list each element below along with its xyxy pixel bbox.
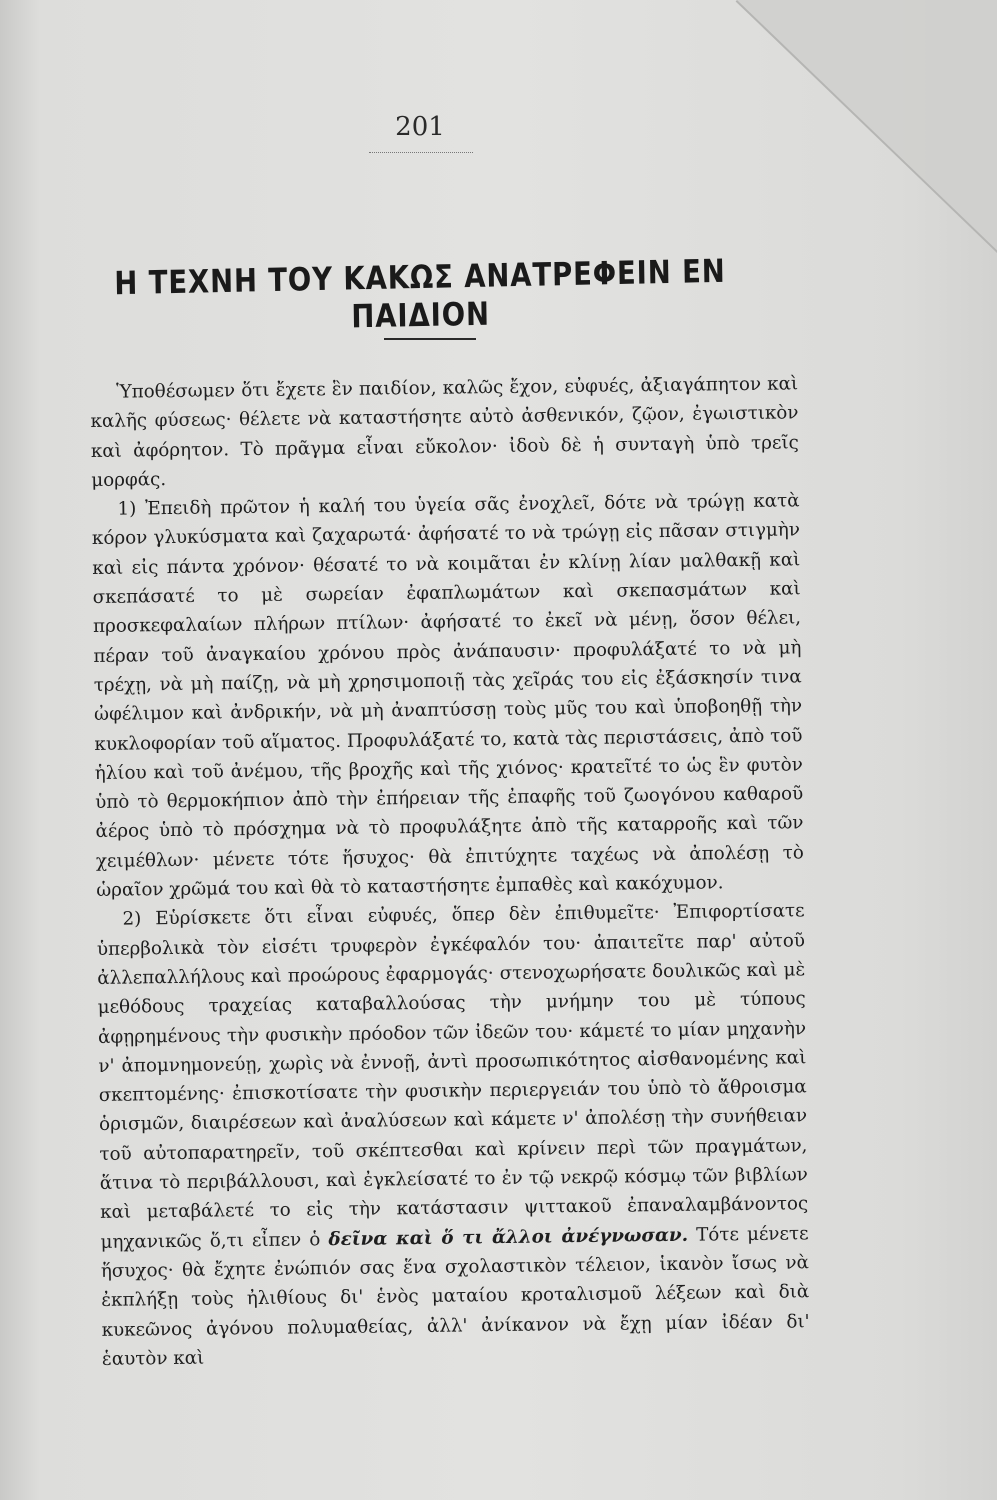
point-2-text-start: 2) Εὑρίσκετε ὅτι εἶναι εὐφυές, ὅπερ δὲν ἐπιθυμεῖτε· Ἐπιφορτίσατε ὑπερβολικὰ τὸν εἰσέτι τρυφερὸν ἐγκέφαλόν του· ἀπαιτεῖτε παρ' αὐτοῦ ἀλλεπαλλήλους καὶ προώρους ἐφαρμογάς· στενοχωρήσατε δουλικῶς καὶ μὲ μεθόδους τραχείας καταβαλλούσας τὴν μνήμην του μὲ τύπους ἀφῃρημένους τὴν φυσικὴν πρόοδον τῶν ἰδεῶν του· κάμετέ το μίαν μηχανὴν ν' ἀπομνημονεύῃ, χωρὶς νὰ ἐννοῇ, ἀντὶ προσωπικότητος αἰσθανομένης καὶ σκεπτομένης· ἐπισκοτίσατε τὴν φυσικὴν περιεργειάν του ὑπὸ τὸ ἄθροισμα ὁρισμῶν, διαιρέσεων καὶ ἀναλύσεων καὶ κάμετε ν' ἀπολέσῃ τὴν συνήθειαν τοῦ αὐτοπαρατηρεῖν, τοῦ σκέπτεσθαι καὶ κρίνειν περὶ τῶν πραγμάτων, ἅτινα τὸ περιβάλλουσι, καὶ ἐγκλείσατέ το ἐν τῷ νεκρῷ κόσμῳ τῶν βιβλίων καὶ μεταβάλετέ το εἰς τὴν κατάστασιν ψιττακοῦ ἐπαναλαμβάνοντος μηχανικῶς ὅ,τι εἶπεν ὁ [96, 900, 809, 1253]
point-2-text-end: Τότε μένετε ἥσυχος· θὰ ἔχητε ἐνώπιόν σας ἕνα σχολαστικὸν τέλειον, ἱκανὸν ἴσως νὰ ἐκπλήξῃ τοὺς ἠλιθίους δι' ἑνὸς ματαίου κροταλισμοῦ λέξεων καὶ διὰ κυκεῶνος ἀγόνου πολυμαθείας, ἀλλ' ἀνίκανον νὰ ἔχῃ μίαν ἰδέαν δι' ἑαυτὸν καὶ [100, 1222, 810, 1370]
intro-paragraph: Ὑποθέσωμεν ὅτι ἔχετε ἓν παιδίον, καλῶς ἔχον, εὐφυές, ἀξιαγάπητον καὶ καλῆς φύσεως· θέλετε νὰ καταστήσητε αὐτὸ ἀσθενικόν, ζῷον, ἐγωιστικὸν καὶ ἀφόρητον. Τὸ πρᾶγμα εἶναι εὔκολον· ἰδοὺ δὲ ἡ συνταγὴ ὑπὸ τρεῖς μορφάς. [90, 373, 799, 491]
paragraph-point-2 [96, 897, 810, 1374]
article-title: Η ΤΕΧΝΗ ΤΟΥ ΚΑΚΩΣ ΑΝΑΤΡΕΦΕΙΝ ΕΝ ΠΑΙΔΙΟΝ [114, 251, 726, 336]
page-number-rule [369, 152, 473, 153]
page-number: 201 [395, 112, 445, 142]
article-body [90, 369, 810, 1374]
paragraph-point-1: 1) Ἐπειδὴ πρῶτον ἡ καλή του ὑγεία σᾶς ἐνοχλεῖ, δότε νὰ τρώγῃ κατὰ κόρον γλυκύσματα καὶ ζαχαρωτά· ἀφήσατέ το νὰ τρώγῃ εἰς πᾶσαν στιγμὴν καὶ εἰς πάντα χρόνον· θέσατέ το νὰ κοιμᾶται ἐν κλίνῃ λίαν μαλθακῇ καὶ σκεπάσατέ το μὲ σωρείαν ἐφαπλωμάτων καὶ σκεπασμάτων καὶ προσκεφαλαίων πλήρων πτίλων· ἀφήσατέ το ἐκεῖ νὰ μένῃ, ὅσον θέλει, πέραν τοῦ ἀναγκαίου χρόνου πρὸς ἀνάπαυσιν· προφυλάξατέ το νὰ μὴ τρέχῃ, νὰ μὴ παίζῃ, νὰ μὴ χρησιμοποιῇ τὰς χεῖράς του εἰς ἐξάσκησίν τινα ὠφέλιμον καὶ ἀνδρικήν, νὰ μὴ ἀναπτύσσῃ τοὺς μῦς του καὶ ὑποβοηθῇ τὴν κυκλοφορίαν τοῦ αἵματος. Προφυλάξατέ το, κατὰ τὰς περιστάσεις, ἀπὸ τοῦ ἡλίου καὶ τοῦ ἀνέμου, τῆς βροχῆς καὶ τῆς χιόνος· κρατεῖτέ το ὡς ἓν φυτὸν ὑπὸ τὸ θερμοκήπιον ἀπὸ τὴν ἐπήρειαν τῆς ἐπαφῆς τοῦ ζωογόνου καθαροῦ ἀέρος ὑπὸ τὸ πρόσχημα νὰ τὸ προφυλάξητε ἀπὸ τῆς καταρροῆς καὶ τῶν χειμέθλων· μένετε τότε ἥσυχος· θὰ ἐπιτύχητε ταχέως νὰ ἀπολέσῃ τὸ ὡραῖον χρῶμά του καὶ θὰ τὸ καταστήσητε ἐμπαθὲς καὶ κακόχυμον. [91, 490, 804, 902]
point-2-emphasis: δεῖνα καὶ ὅ τι ἄλλοι ἀνέγνωσαν. [328, 1224, 689, 1250]
title-rule [384, 338, 476, 340]
